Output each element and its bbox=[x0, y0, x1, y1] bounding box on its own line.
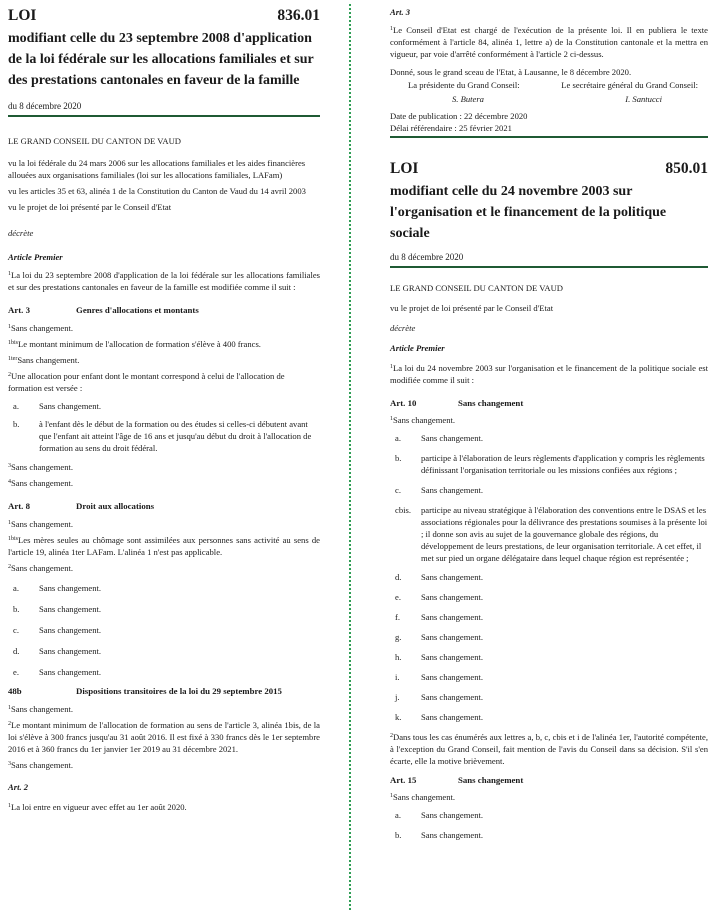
law-date: du 8 décembre 2020 bbox=[390, 252, 464, 262]
article-8-heading: Art. 8 Droit aux allocations bbox=[8, 501, 155, 511]
list-item: c. Sans changement. bbox=[395, 485, 484, 495]
list-item: cbis. participe au niveau stratégique à l'élaboration des conventions entre le DSAS et les associations régionales pour la délivrance des prestations soumises à la présente loi ; il donne son avis au sujet de la gouvernance globale des régions, du développement de leurs prestations, de leur organisation territoriale. A cet effet, il met sur pied un organe délégataire dans lequel chaque région est représentée ; bbox=[395, 505, 708, 563]
paragraph: $^1$Sans changement. bbox=[8, 519, 74, 529]
list-item: j. Sans changement. bbox=[395, 692, 484, 702]
list-item: d. Sans changement. bbox=[395, 572, 484, 582]
article-premier-heading: Article Premier bbox=[8, 252, 63, 262]
law-date: du 8 décembre 2020 bbox=[8, 101, 82, 111]
signature-labels bbox=[390, 80, 708, 90]
paragraph: $^2$Sans changement. bbox=[8, 563, 74, 573]
article-3-heading: Art. 3 Genres d'allocations et montants bbox=[8, 305, 199, 315]
law-number: 850.01 bbox=[665, 160, 708, 177]
paragraph: $^4$Sans changement. bbox=[8, 478, 74, 488]
header-rule bbox=[8, 115, 320, 117]
paragraph: $^{1bis}$Le montant minimum de l'allocation de formation s'élève à 400 francs. bbox=[8, 339, 261, 349]
list-item: g. Sans changement. bbox=[395, 632, 484, 642]
list-item: d. Sans changement. bbox=[13, 646, 102, 656]
vu-paragraph: vu la loi fédérale du 24 mars 2006 sur les allocations familiales et les aides financières allouées aux organisations familiales (loi sur les allocations familiales, LAFam) bbox=[8, 158, 306, 180]
paragraph: $^2$Dans tous les cas énumérés aux lettres a, b, c, cbis et i de l'alinéa 1er, l'autorité compétente, à l'exception du Grand Conseil, fait mention de l'avis du Conseil dans sa décision. S'il s'en écarte, elle la motive brièvement. bbox=[390, 732, 708, 766]
list-item: h. Sans changement. bbox=[395, 652, 484, 662]
paragraph: $^2$Le montant minimum de l'allocation de formation au sens de l'article 3, alinéa 1bis, de la loi s'élève à 300 francs jusqu'au 31 août 2016. Il est fixé à 330 francs dès le 1er septembre 2016 et à 360 francs du 1er janvier 1er 2019 au 31 décembre 2021. bbox=[8, 720, 320, 754]
president-name: S. Butera bbox=[452, 94, 484, 104]
law-header-836 bbox=[8, 7, 320, 25]
law-title: modifiant celle du 23 septembre 2008 d'application de la loi fédérale sur les allocations familiales et sur des prestations cantonales en faveur de la famille bbox=[8, 31, 314, 88]
paragraph: $^1$Sans changement. bbox=[8, 704, 74, 714]
vu-paragraph: vu le projet de loi présenté par le Conseil d'Etat bbox=[390, 303, 554, 313]
list-item: i. Sans changement. bbox=[395, 672, 484, 682]
secretary-name: I. Santucci bbox=[625, 94, 662, 104]
law-number: 836.01 bbox=[277, 7, 320, 24]
header-rule bbox=[390, 266, 708, 268]
article-10-heading: Art. 10 Sans changement bbox=[390, 398, 524, 408]
article-2-heading: Art. 2 bbox=[8, 782, 29, 792]
secretary-label: Le secrétaire général du Grand Conseil: bbox=[561, 80, 698, 90]
law-label: LOI bbox=[8, 7, 37, 24]
list-item: e. Sans changement. bbox=[13, 667, 102, 677]
signature-names bbox=[390, 94, 708, 104]
paragraph: $^1$La loi entre en vigueur avec effet au 1er août 2020. bbox=[8, 802, 187, 812]
law-title: modifiant celle du 24 novembre 2003 sur l'organisation et le financement de la politique sociale bbox=[390, 184, 667, 241]
paragraph: $^3$Sans changement. bbox=[8, 462, 74, 472]
list-item: a. Sans changement. bbox=[13, 583, 102, 593]
decrete-label: décrète bbox=[390, 323, 416, 333]
right-column bbox=[390, 0, 708, 841]
vu-paragraph: vu les articles 35 et 63, alinéa 1 de la Constitution du Canton de Vaud du 14 avril 2003 bbox=[8, 186, 306, 196]
paragraph: $^{1ter}$Sans changement. bbox=[8, 355, 80, 365]
article-premier-text: $^1$La loi du 23 septembre 2008 d'application de la loi fédérale sur les allocations familiales et sur des prestations cantonales en faveur de la famille est modifiée comme il suit : bbox=[8, 270, 320, 292]
list-item: f. Sans changement. bbox=[395, 612, 484, 622]
article-premier-text: $^1$La loi du 24 novembre 2003 sur l'organisation et le financement de la politique sociale est modifiée comme il suit : bbox=[390, 363, 708, 385]
section-rule bbox=[390, 136, 708, 138]
publication-date: Date de publication : 22 décembre 2020 bbox=[390, 111, 528, 121]
vu-paragraph: vu le projet de loi présenté par le Conseil d'Etat bbox=[8, 202, 172, 212]
paragraph: $^1$Le Conseil d'Etat est chargé de l'exécution de la présente loi. Il en publiera le texte conformément à l'article 84, alinéa 1, lettre a) de la Constitution cantonale et la mettra en vigueur, par voie d'arrêté conformément à l'article 2 ci-dessus. bbox=[390, 25, 708, 59]
list-item: a. Sans changement. bbox=[13, 401, 102, 411]
paragraph: $^2$Une allocation pour enfant dont le montant correspond à celui de l'allocation de formation est versée : bbox=[8, 371, 285, 393]
article-48b-heading: 48b Dispositions transitoires de la loi du 29 septembre 2015 bbox=[8, 686, 282, 696]
president-label: La présidente du Grand Conseil: bbox=[408, 80, 520, 90]
paragraph: $^1$Sans changement. bbox=[8, 323, 74, 333]
column-divider bbox=[349, 4, 351, 910]
referendum-deadline: Délai référendaire : 25 février 2021 bbox=[390, 123, 512, 133]
list-item: k. Sans changement. bbox=[395, 712, 484, 722]
left-column bbox=[8, 0, 320, 813]
council-heading: LE GRAND CONSEIL DU CANTON DE VAUD bbox=[390, 283, 563, 293]
council-heading: LE GRAND CONSEIL DU CANTON DE VAUD bbox=[8, 136, 181, 146]
list-item: a. Sans changement. bbox=[395, 433, 484, 443]
paragraph: $^{1bis}$Les mères seules au chômage sont assimilées aux personnes sans activité au sens de l'article 19, alinéa 1ter LAFam. L'alinéa 1 n'est pas applicable. bbox=[8, 535, 320, 557]
list-item: b. à l'enfant dès le début de la formation ou des études si celles-ci débutent avant que l'enfant ait atteint l'âge de 16 ans et jusqu'au début du droit à l'allocation de formation au sens du droit fédéral. bbox=[13, 419, 312, 453]
paragraph: $^1$Sans changement. bbox=[390, 792, 456, 802]
list-item: b. Sans changement. bbox=[13, 604, 102, 614]
article-premier-heading: Article Premier bbox=[390, 343, 445, 353]
article-3-heading: Art. 3 bbox=[390, 7, 411, 17]
law-label: LOI bbox=[390, 160, 419, 177]
article-15-heading: Art. 15 Sans changement bbox=[390, 775, 524, 785]
list-item: b. Sans changement. bbox=[395, 830, 484, 840]
given-statement: Donné, sous le grand sceau de l'Etat, à Lausanne, le 8 décembre 2020. bbox=[390, 67, 632, 77]
decrete-label: décrète bbox=[8, 228, 34, 238]
paragraph: $^3$Sans changement. bbox=[8, 760, 74, 770]
list-item: a. Sans changement. bbox=[395, 810, 484, 820]
list-item: b. participe à l'élaboration de leurs règlements d'application y compris les règlements définissant l'organisation territoriale ou les missions confiées aux régions ; bbox=[395, 453, 705, 475]
law-header-850 bbox=[390, 160, 708, 178]
list-item: e. Sans changement. bbox=[395, 592, 484, 602]
list-item: c. Sans changement. bbox=[13, 625, 102, 635]
paragraph: $^1$Sans changement. bbox=[390, 415, 456, 425]
